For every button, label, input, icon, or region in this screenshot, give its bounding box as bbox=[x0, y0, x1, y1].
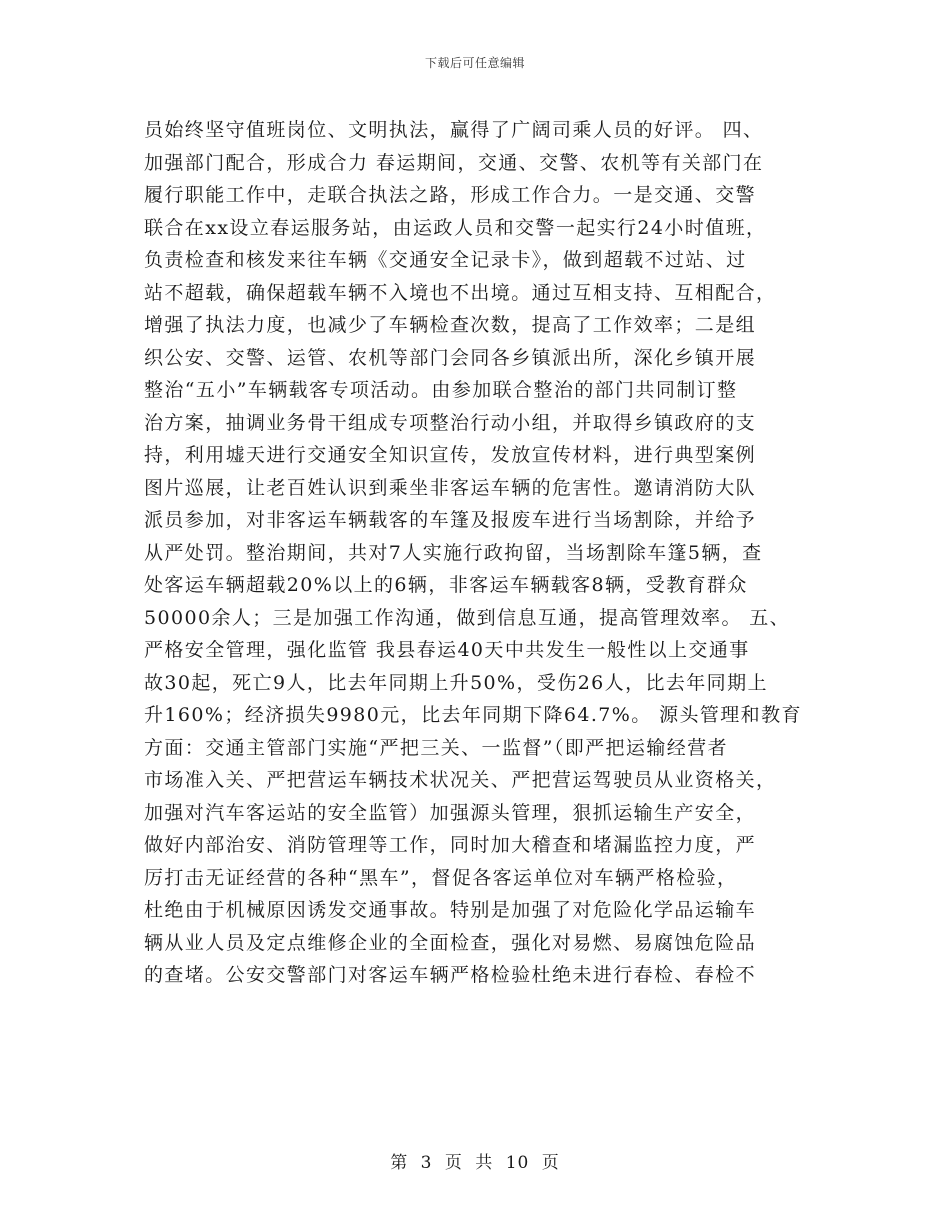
text-line: 严格安全管理，强化监管 我县春运40天中共发生一般性以上交通事 bbox=[144, 639, 750, 661]
text-line: 处客运车辆超载20%以上的6辆，非客运车辆载客8辆，受教育群众 bbox=[144, 574, 748, 596]
text-line: 联合在xx设立春运服务站，由运政人员和交警一起实行24小时值班， bbox=[144, 216, 767, 239]
page-header: 下载后可任意编辑 bbox=[424, 56, 525, 70]
text-line: 加强部门配合，形成合力 春运期间，交通、交警、农机等有关部门在 bbox=[144, 151, 764, 174]
text-line: 方面：交通主管部门实施“严把三关、一监督”（即严把运输经营者 bbox=[144, 736, 728, 759]
text-line: 从严处罚。整治期间，共对7人实施行政拘留，当场割除车篷5辆，查 bbox=[144, 541, 763, 564]
text-line: 市场准入关、严把营运车辆技术状况关、严把营运驾驶员从业资格关， bbox=[144, 769, 777, 791]
text-line: 升160%；经济损失9980元，比去年同期下降64.7%。 源头管理和教育 bbox=[144, 704, 802, 726]
text-line: 整治“五小”车辆载客专项活动。由参加联合整治的部门共同制订整 bbox=[144, 379, 738, 401]
text-line: 派员参加，对非客运车辆载客的车篷及报废车进行当场割除，并给予 bbox=[144, 509, 757, 531]
text-line: 厉打击无证经营的各种“黑车”，督促各客运单位对车辆严格检验， bbox=[144, 866, 738, 889]
text-line: 的查堵。公安交警部门对客运车辆严格检验杜绝未进行春检、春检不 bbox=[144, 964, 757, 986]
text-line: 站不超载，确保超载车辆不入境也不出境。通过互相支持、互相配合， bbox=[144, 281, 777, 304]
text-line: 履行职能工作中，走联合执法之路，形成工作合力。一是交通、交警 bbox=[144, 184, 757, 206]
text-line: 杜绝由于机械原因诱发交通事故。特别是加强了对危险化学品运输车 bbox=[144, 899, 757, 921]
text-line: 图片巡展，让老百姓认识到乘坐非客运车辆的危害性。邀请消防大队 bbox=[144, 476, 757, 499]
text-line: 加强对汽车客运站的安全监管）加强源头管理，狠抓运输生产安全， bbox=[144, 801, 757, 824]
text-line: 辆从业人员及定点维修企业的全面检查，强化对易燃、易腐蚀危险品 bbox=[144, 931, 757, 954]
text-line: 50000余人；三是加强工作沟通，做到信息互通，提高管理效率。 五、 bbox=[144, 606, 791, 629]
page-footer: 第 3 页 共 10 页 bbox=[390, 1153, 560, 1173]
text-line: 增强了执法力度，也减少了车辆检查次数，提高了工作效率；二是组 bbox=[144, 314, 757, 336]
text-line: 负责检查和核发来往车辆《交通安全记录卡》，做到超载不过站、过 bbox=[144, 249, 747, 271]
text-line: 做好内部治安、消防管理等工作，同时加大稽查和堵漏监控力度，严 bbox=[144, 834, 757, 856]
text-line: 故30起，死亡9人，比去年同期上升50%，受伤26人，比去年同期上 bbox=[144, 671, 768, 694]
document-body bbox=[144, 114, 824, 992]
text-line: 持，利用墟天进行交通安全知识宣传，发放宣传材料，进行典型案例 bbox=[144, 444, 757, 466]
text-line: 治方案，抽调业务骨干组成专项整治行动小组，并取得乡镇政府的支 bbox=[144, 411, 757, 434]
text-line: 织公安、交警、运管、农机等部门会同各乡镇派出所，深化乡镇开展 bbox=[144, 346, 757, 369]
text-line: 员始终坚守值班岗位、文明执法，赢得了广阔司乘人员的好评。 四、 bbox=[144, 119, 764, 141]
